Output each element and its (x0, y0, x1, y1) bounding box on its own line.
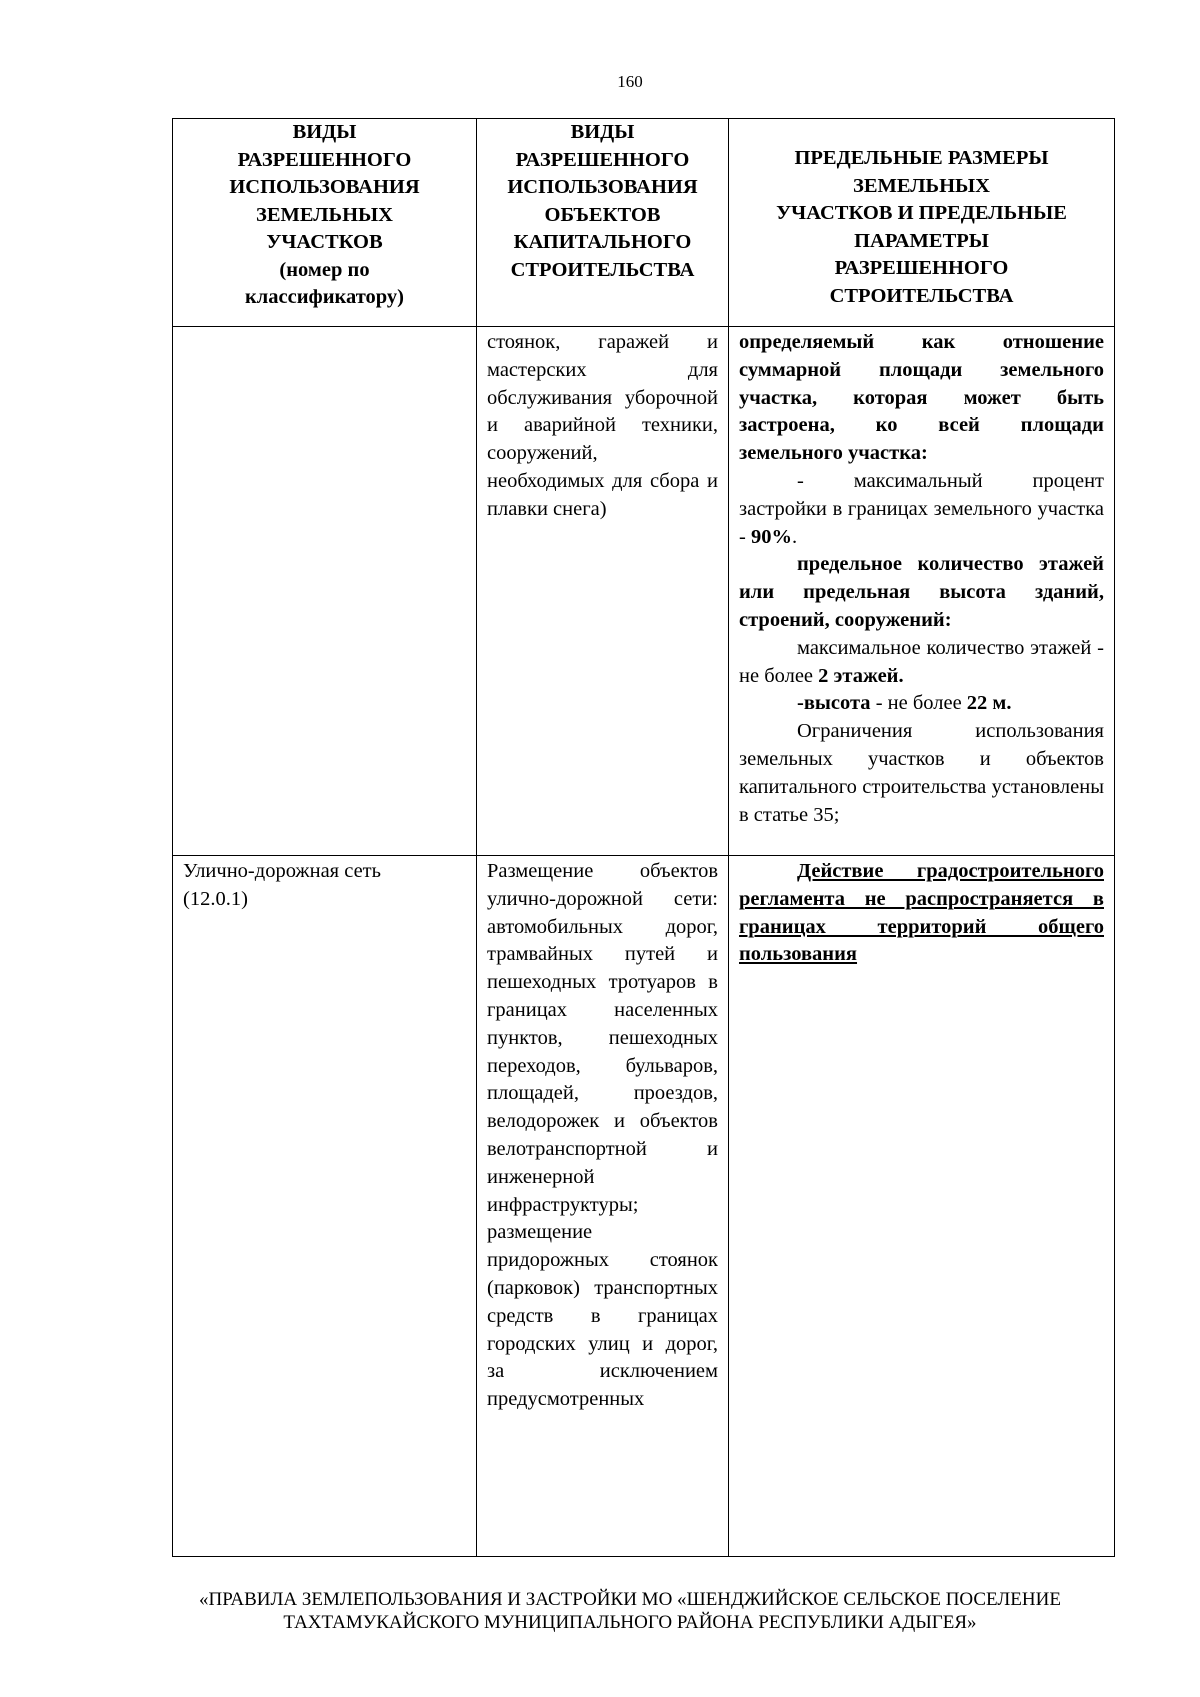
max-floors-value: 2 этажей. (818, 664, 904, 687)
page-number: 160 (617, 72, 643, 91)
header-line: ПРЕДЕЛЬНЫЕ РАЗМЕРЫ (794, 147, 1049, 169)
row1-land-use-cell (173, 327, 477, 856)
row1-construction-text: стоянок, гаражей и мастерских для обслуживания уборочной и аварийной техники, сооружений, необходимых для сбора и плавки снега) (487, 331, 718, 520)
regulation-not-applicable: Действие градостроительного регламента не распространяется в границах территорий общего пользования (739, 860, 1104, 966)
header-line: КАПИТАЛЬНОГО (513, 231, 692, 253)
max-coverage-label: - максимальный процент застройки в границах земельного участка - (739, 469, 1104, 548)
header-line: ИСПОЛЬЗОВАНИЯ (229, 176, 420, 198)
header-line: УЧАСТКОВ И ПРЕДЕЛЬНЫЕ (776, 202, 1067, 224)
header-line: классификатору) (244, 286, 405, 308)
table-row (173, 856, 1115, 1557)
header-line: РАЗРЕШЕННОГО (515, 148, 690, 171)
header-line: ОБЪЕКТОВ (544, 203, 661, 226)
header-line: (номер по (279, 258, 370, 281)
table-row (173, 327, 1115, 856)
max-floors-label: максимальное количество этажей - не более (739, 636, 1104, 687)
row1-construction-cell (477, 327, 729, 856)
header-line: СТРОИТЕЛЬСТВА (829, 284, 1014, 307)
floors-heading: предельное количество этажей или предельная высота зданий, строений, сооружений: (739, 553, 1104, 631)
max-coverage-value: 90% (750, 525, 792, 548)
height-line (739, 690, 1104, 718)
header-line: ЗЕМЕЛЬНЫХ (853, 174, 990, 197)
header-line: ЗЕМЕЛЬНЫХ (256, 203, 393, 226)
footer-line: «ПРАВИЛА ЗЕМЛЕПОЛЬЗОВАНИЯ И ЗАСТРОЙКИ МО «ШЕНДЖИЙСКОЕ СЕЛЬСКОЕ ПОСЕЛЕНИЕ (199, 1589, 1061, 1610)
max-coverage-line (739, 468, 1104, 551)
document-footer (100, 1588, 1160, 1634)
header-line: ИСПОЛЬЗОВАНИЯ (507, 176, 698, 198)
row1-parameters-cell (729, 327, 1115, 856)
header-line: СТРОИТЕЛЬСТВА (510, 258, 695, 281)
header-line: РАЗРЕШЕННОГО (834, 257, 1009, 279)
height-value: 22 м. (966, 692, 1012, 715)
row1-land-use-text (173, 327, 476, 329)
regulations-table (172, 118, 1115, 1557)
header-line: РАЗРЕШЕННОГО (237, 148, 412, 171)
row2-parameters-cell (729, 856, 1115, 1557)
height-label: -высота (797, 692, 871, 715)
header-construction-use-types (477, 119, 729, 327)
height-text: - не более (870, 692, 967, 715)
header-limit-parameters (729, 119, 1115, 327)
table-header-row (173, 119, 1115, 327)
header-line: УЧАСТКОВ (266, 231, 383, 253)
header-line: ПАРАМЕТРЫ (854, 229, 989, 252)
max-coverage-end: . (791, 525, 798, 548)
header-line: ВИДЫ (570, 121, 635, 143)
restrictions-text: Ограничения использования земельных участков и объектов капитального строительства установлены в статье 35; (739, 720, 1104, 826)
footer-line: ТАХТАМУКАЙСКОГО МУНИЦИПАЛЬНОГО РАЙОНА РЕСПУБЛИКИ АДЫГЕЯ» (283, 1612, 977, 1633)
coverage-definition: определяемый как отношение суммарной площади земельного участка, которая может быть застроена, ко всей площади земельного участка: (739, 331, 1104, 465)
street-network-label: Улично-дорожная сеть (183, 860, 381, 882)
header-land-use-types (173, 119, 477, 327)
row2-land-use-cell (173, 856, 477, 1557)
max-floors-line (739, 635, 1104, 691)
classifier-code: (12.0.1) (183, 887, 248, 910)
row2-construction-cell (477, 856, 729, 1557)
header-line: ВИДЫ (292, 121, 357, 143)
row2-construction-text: Размещение объектов улично-дорожной сети: автомобильных дорог, трамвайных путей и пешеходных тротуаров в границах населенных пунктов, пешеходных переходов, бульваров, площадей, проездов, велодорожек и объектов велотранспортной и инженерной инфраструктуры; размещение придорожных стоянок (парковок) транспортных средств в границах городских улиц и дорог, за исключением предусмотренных (487, 860, 718, 1411)
